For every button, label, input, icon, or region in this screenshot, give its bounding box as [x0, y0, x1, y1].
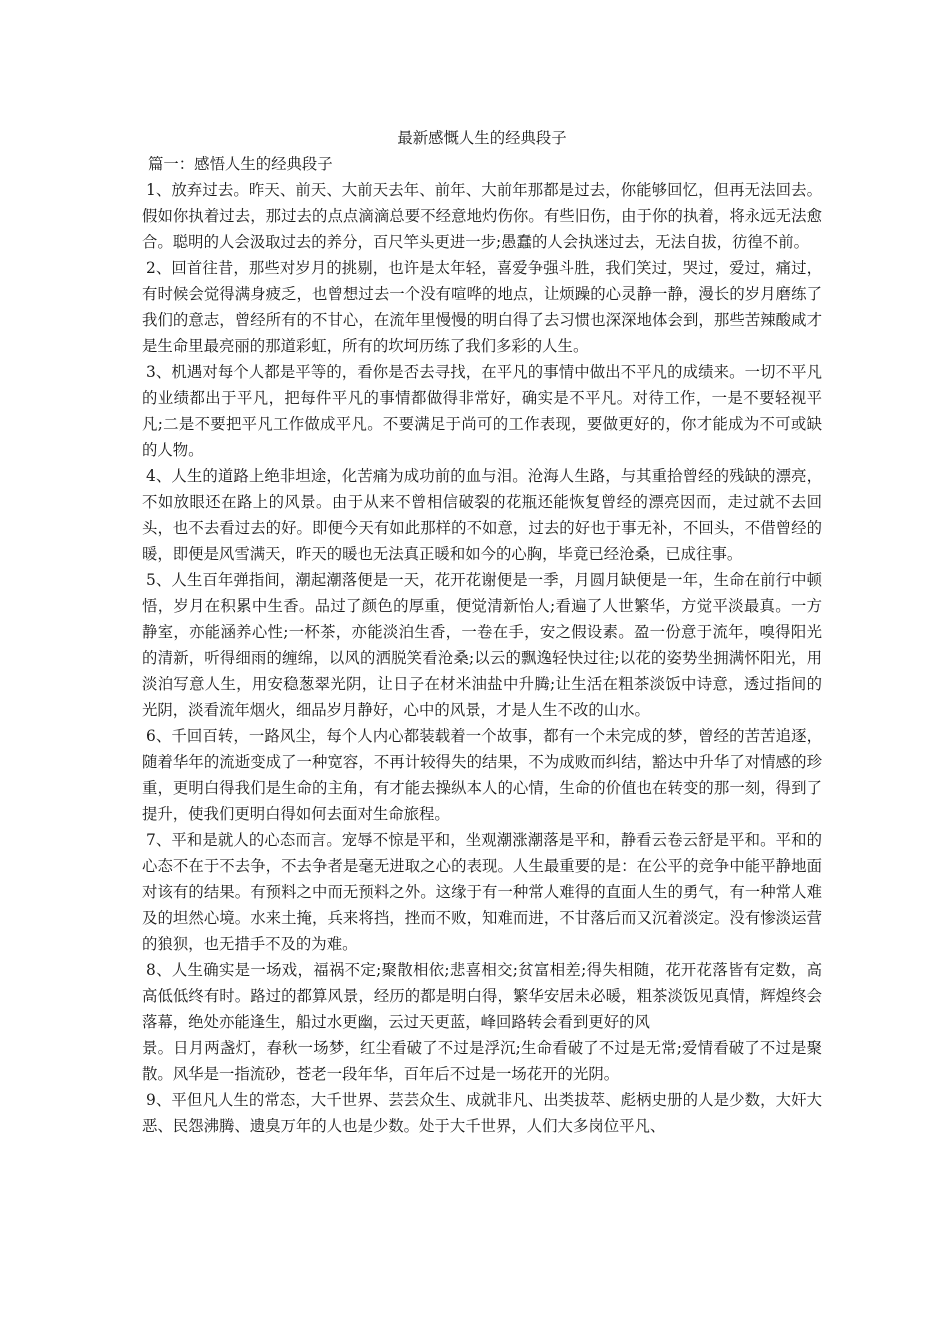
paragraph-7: 7、平和是就人的心态而言。宠辱不惊是平和，坐观潮涨潮落是平和，静看云卷云舒是平和。平和的心态不在于不去争，不去争者是毫无进取之心的表现。人生最重要的是：在公平的竞争中能平静地面对该有的结果。有预料之中而无预料之外。这缘于有一种常人难得的直面人生的勇气，有一种常人难及的坦然心境。水来土掩，兵来将挡，挫而不败，知难而进，不甘落后而又沉着淡定。没有惨淡运营的狼狈，也无措手不及的为难。	[142, 831, 822, 953]
paragraph-8: 8、人生确实是一场戏，福祸不定;聚散相依;悲喜相交;贫富相差;得失相随，花开花落皆有定数，高高低低终有时。路过的都算风景，经历的都是明白得，繁华安居未必暖，粗茶淡饭见真情，辉煌终会落幕，绝处亦能逢生，船过水更幽，云过天更蓝，峰回路转会看到更好的风	[142, 961, 822, 1031]
paragraph-9: 9、平但凡人生的常态，大千世界、芸芸众生、成就非凡、出类拔萃、彪柄史册的人是少数，大奸大恶、民怨沸腾、遗臭万年的人也是少数。处于大千世界，人们大多岗位平凡、	[142, 1091, 822, 1135]
paragraph-4: 4、人生的道路上绝非坦途，化苦痛为成功前的血与泪。沧海人生路，与其重拾曾经的残缺的漂亮，不如放眼还在路上的风景。由于从来不曾相信破裂的花瓶还能恢复曾经的漂亮因而，走过就不去回头，也不去看过去的好。即便今天有如此那样的不如意，过去的好也于事无补，不回头，不借曾经的暖，即便是风雪满天，昨天的暖也无法真正暖和如今的心胸，毕竟已经沧桑，已成往事。	[142, 467, 822, 563]
paragraph-1: 1、放弃过去。昨天、前天、大前天去年、前年、大前年那都是过去，你能够回忆，但再无法回去。假如你执着过去，那过去的点点滴滴总要不经意地灼伤你。有些旧伤，由于你的执着，将永远无法愈合。聪明的人会汲取过去的养分，百尺竿头更进一步;愚蠢的人会执迷过去，无法自拔，彷徨不前。	[142, 181, 822, 251]
paragraph-6: 6、千回百转，一路风尘，每个人内心都装载着一个故事，都有一个未完成的梦，曾经的苦苦追逐，随着华年的流逝变成了一种宽容，不再计较得失的结果，不为成败而纠结，豁达中升华了对情感的珍重，更明白得我们是生命的主角，有才能去操纵本人的心情，生命的价值也在转变的那一刻，得到了提升，使我们更明白得如何去面对生命旅程。	[142, 727, 822, 823]
paragraph-3: 3、机遇对每个人都是平等的，看你是否去寻找，在平凡的事情中做出不平凡的成绩来。一切不平凡的业绩都出于平凡，把每件平凡的事情都做得非常好，确实是不平凡。对待工作，一是不要轻视平凡;二是不要把平凡工作做成平凡。不要满足于尚可的工作表现，要做更好的，你才能成为不可或缺的人物。	[142, 363, 822, 459]
paragraph-8-continued: 景。日月两盏灯，春秋一场梦，红尘看破了不过是浮沉;生命看破了不过是无常;爱情看破了不过是聚散。风华是一指流砂，苍老一段年华，百年后不过是一场花开的光阴。	[142, 1039, 822, 1083]
paragraph-5: 5、人生百年弹指间，潮起潮落便是一天，花开花谢便是一季，月圆月缺便是一年，生命在前行中顿悟，岁月在积累中生香。品过了颜色的厚重，便觉清新怡人;看遍了人世繁华，方觉平淡最真。一方静室，亦能涵养心性;一杯茶，亦能淡泊生香，一卷在手，安之假设素。盈一份意于流年，嗅得阳光的清新，听得细雨的缠绵，以风的洒脱笑看沧桑;以云的飘逸轻快过往;以花的姿势坐拥满怀阳光，用淡泊写意人生，用安稳葱翠光阴，让日子在材米油盐中升腾;让生活在粗茶淡饭中诗意，透过指间的光阴，淡看流年烟火，细品岁月静好，心中的风景，才是人生不改的山水。	[142, 571, 822, 719]
document-title: 最新感慨人生的经典段子	[397, 129, 567, 147]
section-title: 篇一：感悟人生的经典段子	[148, 155, 333, 173]
document-page	[142, 125, 822, 1139]
paragraph-2: 2、回首往昔，那些对岁月的挑剔，也许是太年轻，喜爱争强斗胜，我们笑过，哭过，爱过，痛过，有时候会觉得满身疲乏，也曾想过去一个没有喧哗的地点，让烦躁的心灵静一静，漫长的岁月磨练了我们的意志，曾经所有的不甘心，在流年里慢慢的明白得了去习惯也深深地体会到，那些苦辣酸咸才是生命里最亮丽的那道彩虹，所有的坎坷历练了我们多彩的人生。	[142, 259, 822, 355]
